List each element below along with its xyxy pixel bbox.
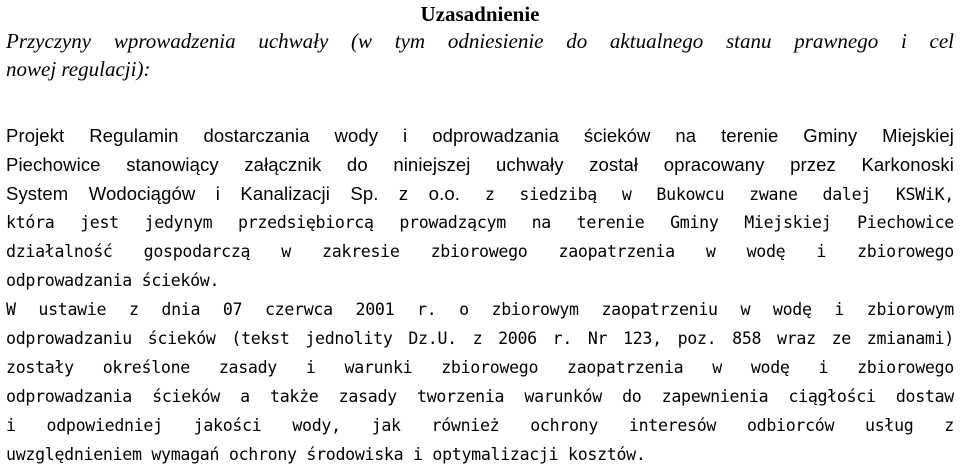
paragraph-line-3 bbox=[6, 179, 954, 208]
paragraph-line-3-part-a: System Wodociągów i Kanalizacji Sp. z o.o. bbox=[6, 183, 460, 204]
paragraph-line-2: Piechowice stanowiący załącznik do niniejszej uchwały został opracowany przez Karkonoski bbox=[6, 154, 954, 175]
lead-line-2: nowej regulacji): bbox=[6, 57, 151, 81]
lead-line-1: Przyczyny wprowadzenia uchwały (w tym odniesienie do aktualnego stanu prawnego i cel bbox=[6, 29, 954, 53]
paragraph-line-8: odprowadzaniu ścieków (tekst jednolity Dz.U. z 2006 r. Nr 123, poz. 858 wraz ze zmianami) bbox=[6, 329, 954, 348]
paragraph-line-5: działalność gospodarczą w zakresie zbiorowego zaopatrzenia w wodę i zbiorowego bbox=[6, 242, 954, 261]
paragraph-line-7: W ustawie z dnia 07 czerwca 2001 r. o zbiorowym zaopatrzeniu w wodę i zbiorowym bbox=[6, 300, 954, 319]
paragraph-line-4: która jest jedynym przedsiębiorcą prowadzącym na terenie Gminy Miejskiej Piechowice bbox=[6, 213, 954, 232]
paragraph-line-10: odprowadzania ścieków a także zasady tworzenia warunków do zapewnienia ciągłości dostaw bbox=[6, 387, 954, 406]
paragraph-line-6: odprowadzania ścieków. bbox=[6, 271, 220, 290]
paragraph-line-9: zostały określone zasady i warunki zbiorowego zaopatrzenia w wodę i zbiorowego bbox=[6, 358, 954, 377]
paragraph-line-11: i odpowiedniej jakości wody, jak również ochrony interesów odbiorców usług z bbox=[6, 416, 954, 435]
paragraph-line-12: uwzględnieniem wymagań ochrony środowiska i optymalizacji kosztów. bbox=[6, 445, 646, 464]
justification-paragraphs bbox=[6, 121, 954, 469]
paragraph-line-3-part-b: z siedzibą w Bukowcu zwane dalej KSWiK, bbox=[459, 185, 954, 204]
paragraph-line-1: Projekt Regulamin dostarczania wody i odprowadzania ścieków na terenie Gminy Miejskiej bbox=[6, 125, 954, 146]
document-title: Uzasadnienie bbox=[420, 2, 540, 26]
lead-heading bbox=[6, 27, 954, 83]
